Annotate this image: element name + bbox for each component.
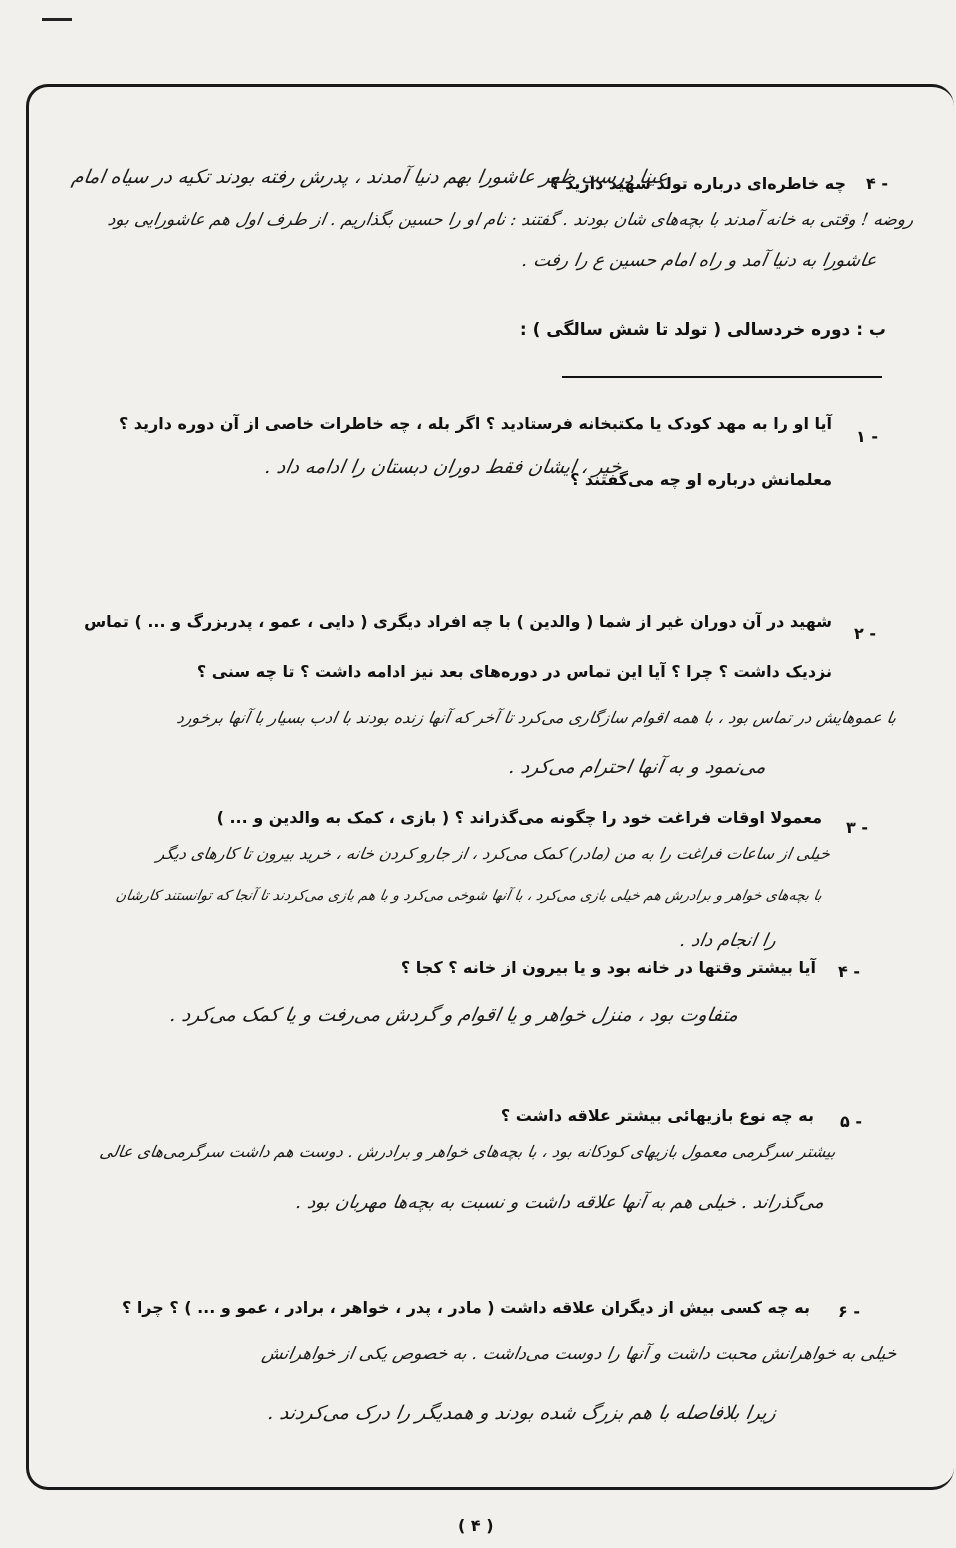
handwritten-answer-line: روضه ! وقتی به خانه آمدند با بچه‌های شان بودند . گفتند : نام او را حسین بگذاریم . از طرف اول هم عاشورایی بود	[106, 210, 916, 230]
question-text: معلمانش درباره او چه می‌گفتند ؟	[570, 470, 832, 489]
question-number: ۲ -	[854, 624, 876, 643]
handwritten-answer-line: خیلی به خواهرانش محبت داشت و آنها را دوست می‌داشت . به خصوص یکی از خواهرانش	[259, 1344, 898, 1364]
page-border	[26, 84, 954, 1490]
handwritten-answer: خیر ، ایشان فقط دوران دبستان را ادامه داد .	[263, 456, 624, 478]
question-number: ۵ -	[840, 1112, 862, 1131]
scan-mark	[42, 18, 72, 21]
question-text: به چه نوع بازیهائی بیشتر علاقه داشت ؟	[500, 1106, 814, 1125]
question-text: شهید در آن دوران غیر از شما ( والدین ) با چه افراد دیگری ( دایی ، عمو ، پدربزرگ و ... ) تماس	[84, 612, 832, 631]
handwritten-answer-line: عینا درست ظهر عاشورا بهم دنیا آمدند ، پدرش رفته بودند تکیه در سیاه امام	[69, 166, 670, 188]
page-number: ( ۴ )	[458, 1516, 494, 1535]
question-text: معمولا اوقات فراغت خود را چگونه می‌گذراند ؟ ( بازی ، کمک به والدین و ... )	[216, 808, 822, 827]
handwritten-answer-line: بیشتر سرگرمی معمول بازیهای کودکانه بود ، با بچه‌های خواهر و برادرش . دوست هم داشت سرگرمی‌های عالی	[98, 1142, 838, 1161]
handwritten-answer-line: را انجام داد .	[678, 930, 778, 951]
question-number: ۴ -	[838, 962, 860, 981]
question-number: ۳ -	[846, 818, 868, 837]
question-number: ۴ -	[866, 174, 888, 193]
question-text: به چه کسی بیش از دیگران علاقه داشت ( مادر ، پدر ، خواهر ، برادر ، عمو و ... ) ؟ چرا ؟	[121, 1298, 810, 1317]
handwritten-answer-line: می‌نمود و به آنها احترام می‌کرد .	[507, 756, 768, 778]
question-text: نزدیک داشت ؟ چرا ؟ آیا این تماس در دوره‌های بعد نیز ادامه داشت ؟ تا چه سنی ؟	[196, 662, 832, 681]
underline-divider	[562, 376, 882, 378]
handwritten-answer-line: با بچه‌های خواهر و برادرش هم خیلی بازی می‌کرد ، با آنها شوخی می‌کرد و با هم بازی می‌کردند تا آنجا که توانستند کارشان	[114, 888, 824, 904]
question-text: چه خاطره‌ای درباره تولد شهید دارید ؟	[550, 174, 846, 193]
handwritten-answer-line: خیلی از ساعات فراغت را به من (مادر) کمک می‌کرد ، از جارو کردن خانه ، خرید بیرون تا کارهای دیگر	[155, 844, 832, 863]
question-number: ۶ -	[838, 1302, 860, 1321]
section-heading: ب : دوره خردسالی ( تولد تا شش سالگی ) :	[519, 320, 886, 340]
handwritten-answer-line: عاشورا به دنیا آمد و راه امام حسین ع را رفت .	[519, 250, 878, 271]
handwritten-answer: متفاوت بود ، منزل خواهر و یا اقوام و گردش می‌رفت و یا کمک می‌کرد .	[167, 1004, 740, 1026]
handwritten-answer-line: با عموهایش در تماس بود ، با همه اقوام سازگاری می‌کرد تا آخر که آنها زنده بودند با ادب بسیار با آنها برخورد	[174, 708, 898, 727]
question-text: آیا بیشتر وقتها در خانه بود و یا بیرون از خانه ؟ کجا ؟	[400, 958, 816, 977]
question-number: ۱ -	[856, 427, 878, 446]
question-text: آیا او را به مهد کودک یا مکتبخانه فرستادید ؟ اگر بله ، چه خاطرات خاصی از آن دوره دارید ؟	[118, 414, 832, 433]
handwritten-answer-line: زیرا بلافاصله با هم بزرگ شده بودند و همدیگر را درک می‌کردند .	[266, 1402, 778, 1424]
handwritten-answer-line: می‌گذراند . خیلی هم به آنها علاقه داشت و نسبت به بچه‌ها مهربان بود .	[294, 1192, 826, 1213]
